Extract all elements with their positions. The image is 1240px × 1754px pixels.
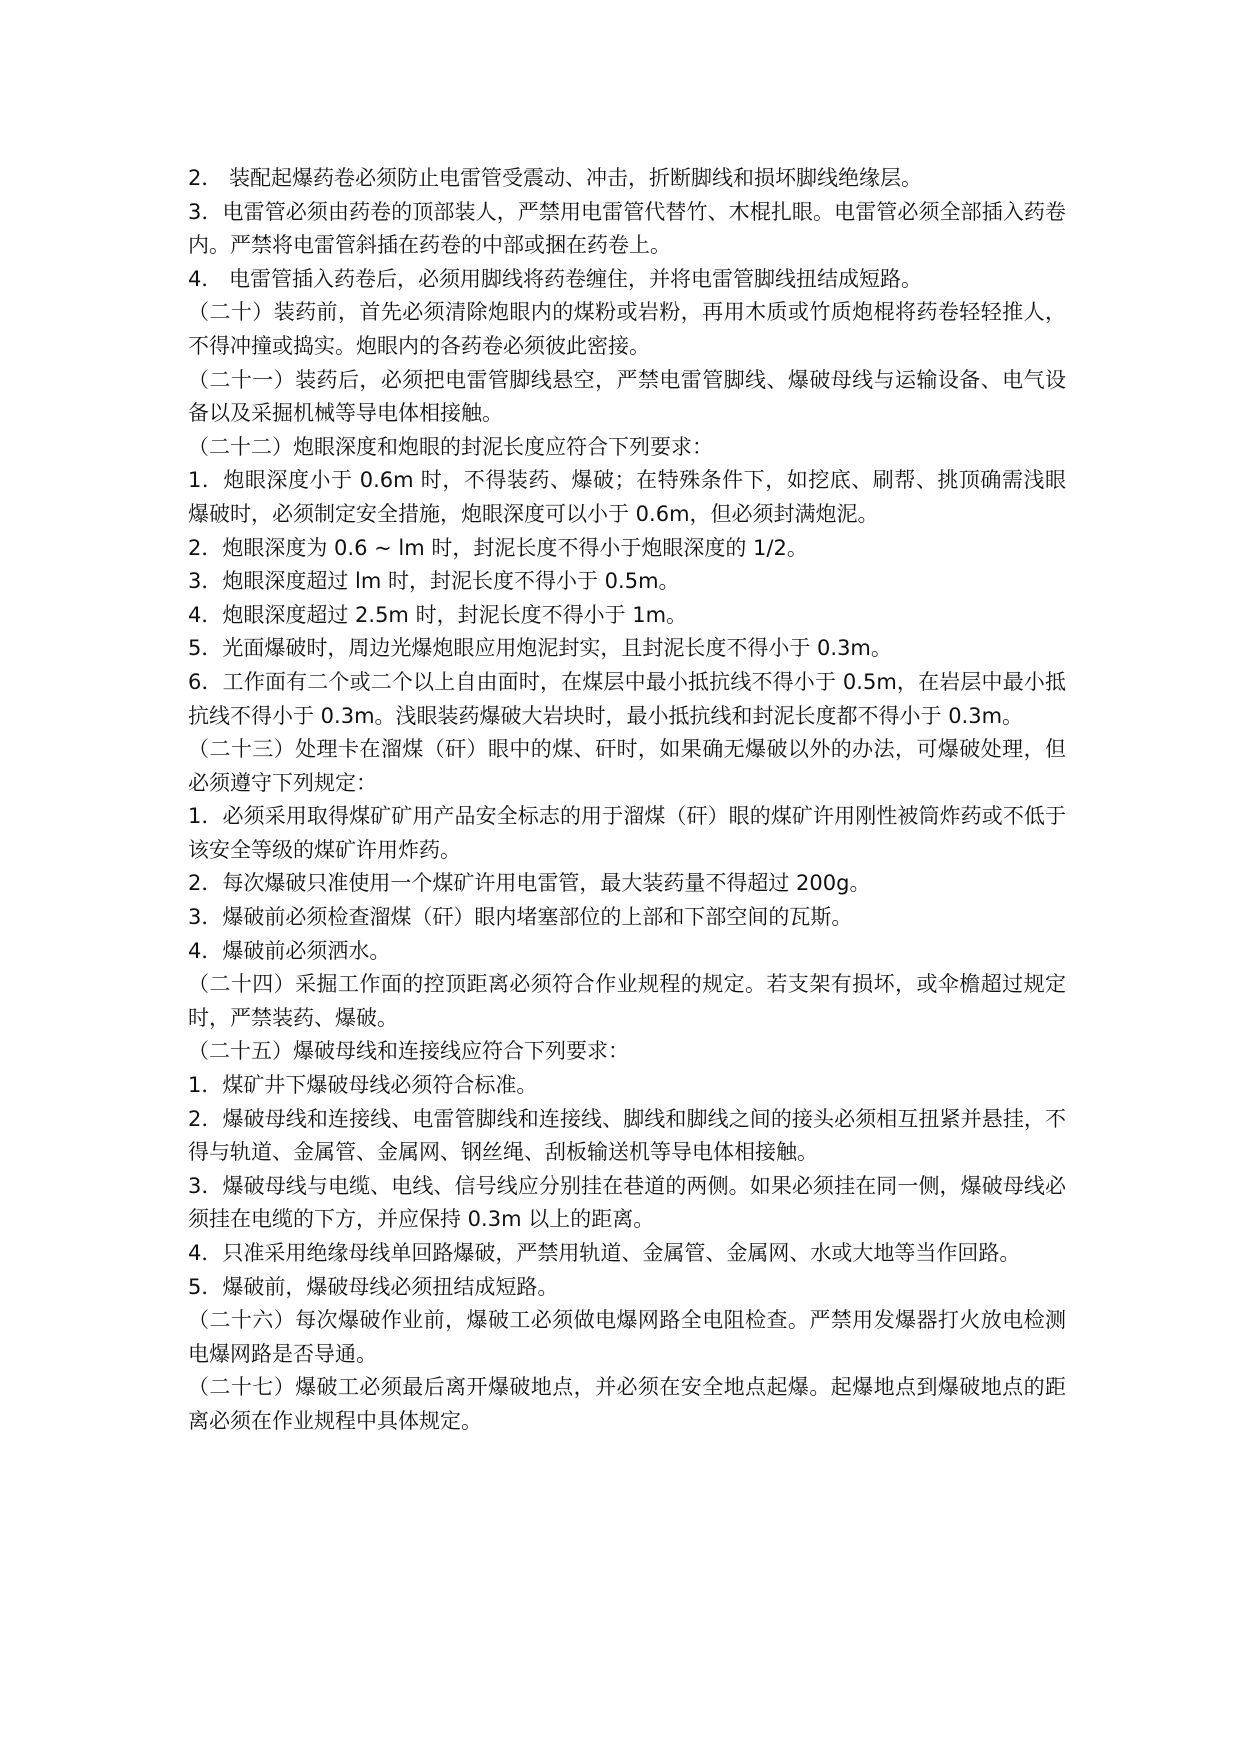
paragraph: 2．每次爆破只准使用一个煤矿许用电雷管，最大装药量不得超过 200g。 [188,871,871,896]
paragraph: 1．必须采用取得煤矿矿用产品安全标志的用于溜煤（矸）眼的煤矿许用刚性被筒炸药或不低于该安全等级的煤矿许用炸药。 [188,804,1066,862]
paragraph: 1．炮眼深度小于 0.6m 时，不得装药、爆破；在特殊条件下，如挖底、刷帮、挑顶确需浅眼爆破时，必须制定安全措施，炮眼深度可以小于 0.6m，但必须封满炮泥。 [188,468,1066,526]
paragraph: 4．只准采用绝缘母线单回路爆破，严禁用轨道、金属管、金属网、水或大地等当作回路。 [188,1241,1021,1265]
paragraph: 3．炮眼深度超过 lm 时，封泥长度不得小于 0.5m。 [188,569,680,594]
paragraph: 2．爆破母线和连接线、电雷管脚线和连接线、脚线和脚线之间的接头必须相互扭紧并悬挂，不得与轨道、金属管、金属网、钢丝绳、刮板输送机等导电体相接触。 [188,1106,1066,1165]
paragraph: （二十五）爆破母线和连接线应符合下列要求： [188,1039,629,1064]
paragraph: 3．爆破母线与电缆、电线、信号线应分别挂在巷道的两侧。如果必须挂在同一侧，爆破母线必须挂在电缆的下方，并应保持 0.3m 以上的距离。 [188,1173,1066,1232]
paragraph: （二十七）爆破工必须最后离开爆破地点，并必须在安全地点起爆。起爆地点到爆破地点的距离必须在作业规程中具体规定。 [188,1375,1066,1433]
paragraph: （二十一）装药后，必须把电雷管脚线悬空，严禁电雷管脚线、爆破母线与运输设备、电气设备以及采掘机械等导电体相接触。 [188,367,1066,426]
paragraph: 1．煤矿井下爆破母线必须符合标准。 [188,1073,538,1098]
paragraph: （二十二）炮眼深度和炮眼的封泥长度应符合下列要求： [188,434,713,459]
paragraph: 3．爆破前必须检查溜煤（矸）眼内堵塞部位的上部和下部空间的瓦斯。 [188,905,853,930]
paragraph: 4．爆破前必须洒水。 [188,938,391,963]
paragraph: 5．爆破前，爆破母线必须扭结成短路。 [188,1274,559,1299]
paragraph: 2． 装配起爆药卷必须防止电雷管受震动、冲击，折断脚线和损坏脚线绝缘层。 [188,166,923,190]
paragraph: （二十四）采掘工作面的控顶距离必须符合作业规程的规定。若支架有损坏，或伞檐超过规定时，严禁装药、爆破。 [188,972,1066,1030]
paragraph: 5．光面爆破时，周边光爆炮眼应用炮泥封实，且封泥长度不得小于 0.3m。 [188,636,892,661]
paragraph: 2．炮眼深度为 0.6 ~ lm 时，封泥长度不得小于炮眼深度的 1/2。 [188,535,808,560]
paragraph: 4．炮眼深度超过 2.5m 时，封泥长度不得小于 1m。 [188,602,688,627]
paragraph: （二十三）处理卡在溜煤（矸）眼中的煤、矸时，如果确无爆破以外的办法，可爆破处理，但必须遵守下列规定： [188,737,1066,795]
document-body [188,162,1066,1439]
paragraph: 4． 电雷管插入药卷后，必须用脚线将药卷缠住，并将电雷管脚线扭结成短路。 [188,266,923,291]
paragraph: 3．电雷管必须由药卷的顶部装人，严禁用电雷管代替竹、木棍扎眼。电雷管必须全部插入药卷内。严禁将电雷管斜插在药卷的中部或捆在药卷上。 [188,199,1066,258]
paragraph: （二十六）每次爆破作业前，爆破工必须做电爆网路全电阻检查。严禁用发爆器打火放电检测电爆网路是否导通。 [188,1308,1066,1366]
paragraph: （二十）装药前，首先必须清除炮眼内的煤粉或岩粉，再用木质或竹质炮棍将药卷轻轻推人，不得冲撞或捣实。炮眼内的各药卷必须彼此密接。 [188,300,1066,358]
paragraph: 6．工作面有二个或二个以上自由面时，在煤层中最小抵抗线不得小于 0.5m，在岩层中最小抵抗线不得小于 0.3m。浅眼装药爆破大岩块时，最小抵抗线和封泥长度都不得小于 0.3m。 [188,669,1066,728]
